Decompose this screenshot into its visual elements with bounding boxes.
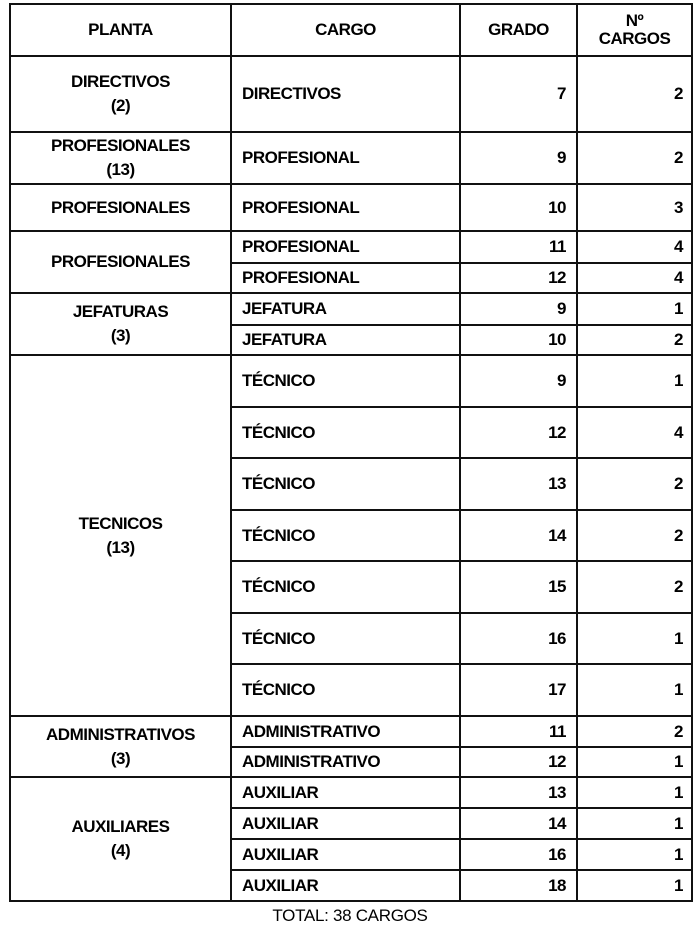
header-cargo: CARGO bbox=[231, 4, 460, 56]
planta-cell bbox=[10, 231, 231, 293]
header-planta: PLANTA bbox=[10, 4, 231, 56]
grado-cell: 14 bbox=[460, 808, 577, 839]
cargo-cell: PROFESIONAL bbox=[231, 132, 460, 184]
n-cargos-cell: 1 bbox=[577, 808, 692, 839]
planta-cell bbox=[10, 777, 231, 901]
table-row bbox=[10, 132, 692, 184]
n-cargos-cell: 4 bbox=[577, 263, 692, 293]
cargo-cell: AUXILIAR bbox=[231, 839, 460, 870]
header-grado: GRADO bbox=[460, 4, 577, 56]
total-cargos: TOTAL: 38 CARGOS bbox=[272, 906, 428, 925]
planta-cell bbox=[10, 184, 231, 231]
cargos-table bbox=[9, 3, 693, 902]
n-cargos-cell: 4 bbox=[577, 231, 692, 263]
table-body bbox=[10, 56, 692, 901]
table-row bbox=[10, 293, 692, 325]
planta-count: (13) bbox=[106, 160, 135, 179]
table-row bbox=[10, 777, 692, 808]
grado-cell: 9 bbox=[460, 293, 577, 325]
grado-cell: 18 bbox=[460, 870, 577, 901]
n-cargos-cell: 1 bbox=[577, 870, 692, 901]
grado-cell: 15 bbox=[460, 561, 577, 613]
header-n-cargos-line1: Nº bbox=[625, 11, 644, 30]
cargo-cell: PROFESIONAL bbox=[231, 184, 460, 231]
cargo-cell: TÉCNICO bbox=[231, 407, 460, 458]
n-cargos-cell: 1 bbox=[577, 664, 692, 716]
grado-cell: 10 bbox=[460, 325, 577, 355]
n-cargos-cell: 2 bbox=[577, 510, 692, 561]
planta-name: PROFESIONALES bbox=[51, 136, 190, 155]
cargo-cell: AUXILIAR bbox=[231, 870, 460, 901]
table-row bbox=[10, 184, 692, 231]
grado-cell: 9 bbox=[460, 355, 577, 407]
cargo-cell: ADMINISTRATIVO bbox=[231, 716, 460, 747]
grado-cell: 17 bbox=[460, 664, 577, 716]
grado-cell: 9 bbox=[460, 132, 577, 184]
grado-cell: 13 bbox=[460, 458, 577, 510]
planta-name: PROFESIONALES bbox=[51, 197, 190, 217]
n-cargos-cell: 2 bbox=[577, 716, 692, 747]
cargo-cell: TÉCNICO bbox=[231, 664, 460, 716]
n-cargos-cell: 1 bbox=[577, 747, 692, 777]
n-cargos-cell: 4 bbox=[577, 407, 692, 458]
grado-cell: 10 bbox=[460, 184, 577, 231]
planta-cell bbox=[10, 132, 231, 184]
planta-count: (2) bbox=[110, 96, 131, 115]
table-row bbox=[10, 231, 692, 263]
grado-cell: 7 bbox=[460, 56, 577, 132]
n-cargos-cell: 2 bbox=[577, 561, 692, 613]
planta-count: (13) bbox=[106, 537, 135, 557]
n-cargos-cell: 3 bbox=[577, 184, 692, 231]
planta-count: (3) bbox=[110, 748, 131, 768]
n-cargos-cell: 2 bbox=[577, 458, 692, 510]
planta-cell bbox=[10, 293, 231, 355]
grado-cell: 11 bbox=[460, 716, 577, 747]
planta-name: JEFATURAS bbox=[72, 302, 169, 321]
cargo-cell: PROFESIONAL bbox=[231, 263, 460, 293]
cargo-cell: ADMINISTRATIVO bbox=[231, 747, 460, 777]
n-cargos-cell: 1 bbox=[577, 293, 692, 325]
header-n-cargos bbox=[577, 4, 692, 56]
planta-count: (3) bbox=[110, 326, 131, 345]
cargo-cell: AUXILIAR bbox=[231, 808, 460, 839]
n-cargos-cell: 1 bbox=[577, 839, 692, 870]
n-cargos-cell: 1 bbox=[577, 613, 692, 664]
grado-cell: 14 bbox=[460, 510, 577, 561]
grado-cell: 11 bbox=[460, 231, 577, 263]
grado-cell: 16 bbox=[460, 613, 577, 664]
cargo-cell: JEFATURA bbox=[231, 325, 460, 355]
cargo-cell: TÉCNICO bbox=[231, 355, 460, 407]
cargo-cell: TÉCNICO bbox=[231, 458, 460, 510]
n-cargos-cell: 1 bbox=[577, 355, 692, 407]
grado-cell: 16 bbox=[460, 839, 577, 870]
cargo-cell: TÉCNICO bbox=[231, 613, 460, 664]
planta-name: ADMINISTRATIVOS bbox=[46, 724, 195, 744]
n-cargos-cell: 2 bbox=[577, 132, 692, 184]
planta-cell bbox=[10, 355, 231, 716]
table-row bbox=[10, 716, 692, 747]
n-cargos-cell: 2 bbox=[577, 56, 692, 132]
planta-name: AUXILIARES bbox=[71, 817, 170, 836]
grado-cell: 12 bbox=[460, 747, 577, 777]
table-row bbox=[10, 355, 692, 407]
cargo-cell: TÉCNICO bbox=[231, 561, 460, 613]
n-cargos-cell: 2 bbox=[577, 325, 692, 355]
header-row bbox=[10, 4, 692, 56]
cargo-cell: TÉCNICO bbox=[231, 510, 460, 561]
cargo-cell: JEFATURA bbox=[231, 293, 460, 325]
planta-name: DIRECTIVOS bbox=[71, 72, 170, 91]
grado-cell: 13 bbox=[460, 777, 577, 808]
planta-count: (4) bbox=[110, 841, 131, 860]
planta-cell bbox=[10, 56, 231, 132]
n-cargos-cell: 1 bbox=[577, 777, 692, 808]
cargo-cell: DIRECTIVOS bbox=[231, 56, 460, 132]
grado-cell: 12 bbox=[460, 407, 577, 458]
cargo-cell: PROFESIONAL bbox=[231, 231, 460, 263]
planta-name: TECNICOS bbox=[78, 513, 163, 533]
planta-cell bbox=[10, 716, 231, 777]
header-n-cargos-line2: CARGOS bbox=[598, 29, 671, 48]
grado-cell: 12 bbox=[460, 263, 577, 293]
cargo-cell: AUXILIAR bbox=[231, 777, 460, 808]
table-row bbox=[10, 56, 692, 132]
planta-name: PROFESIONALES bbox=[51, 252, 190, 271]
